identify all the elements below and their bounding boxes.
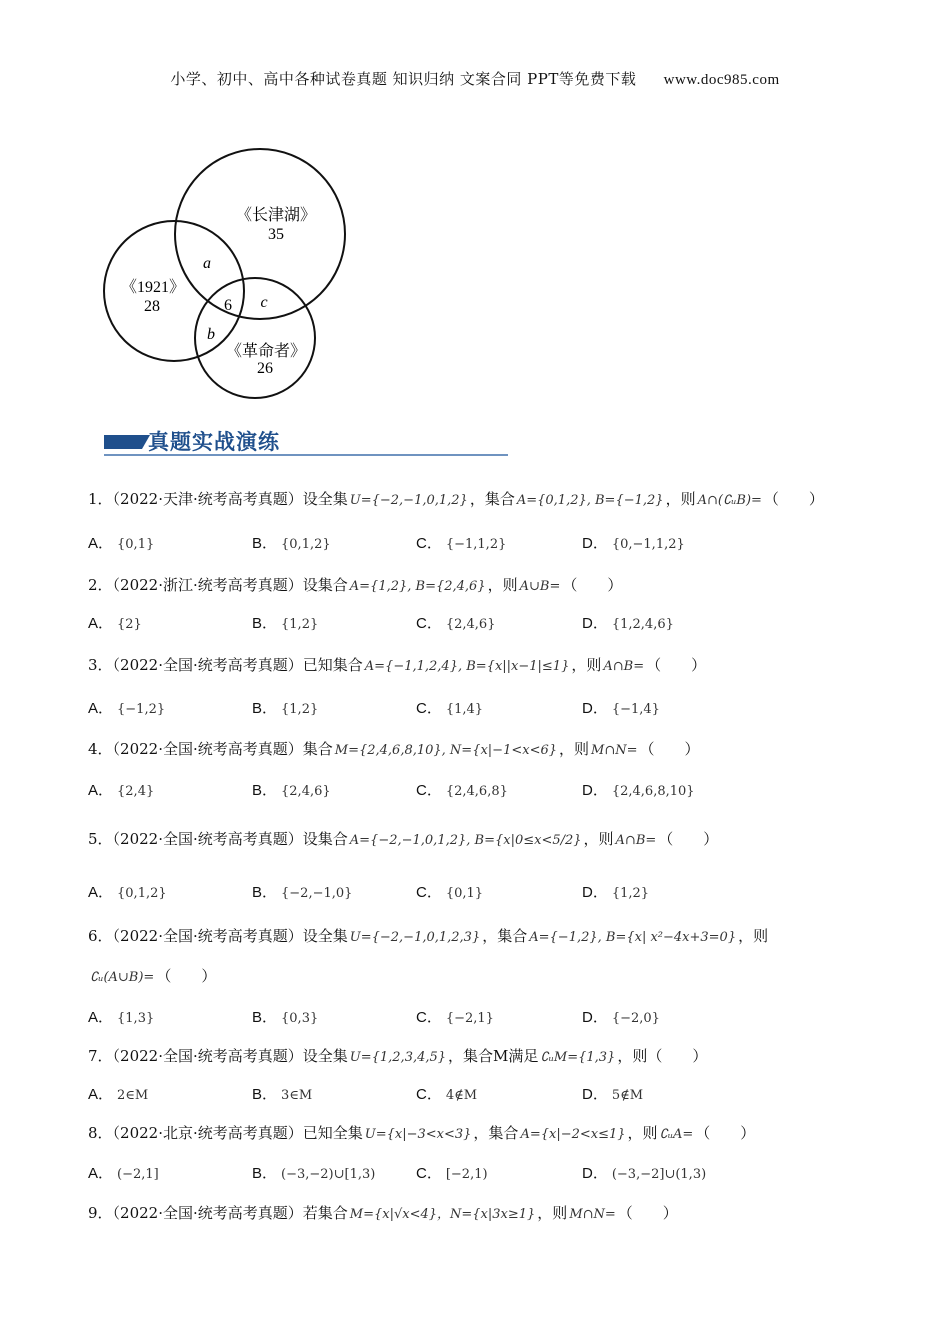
q8-option-a[interactable]: A． (−2,1] xyxy=(88,1165,159,1182)
q6-option-c[interactable]: C． {−2,1} xyxy=(416,1009,494,1026)
venn-label-c: c xyxy=(260,294,268,311)
q7-stem-2: ，集合M满足 xyxy=(448,1047,539,1065)
q8-stem-4: （ ） xyxy=(695,1124,756,1142)
q9-stem-2: ，则 xyxy=(537,1204,568,1222)
question-6-line-2 xyxy=(88,965,216,986)
q4-option-c[interactable]: C． {2,4,6,8} xyxy=(416,782,508,799)
section-title: 真题实战演练 xyxy=(148,430,280,454)
q6-stem-3: ，则 xyxy=(738,927,769,945)
q3-stem-2: ，则 xyxy=(571,656,602,674)
q5-stem: 5．（2022·全国·统考高考真题）设集合 xyxy=(88,830,348,848)
q2-stem: 2．（2022·浙江·统考高考真题）设集合 xyxy=(88,576,348,594)
q3-stem-3: （ ） xyxy=(646,656,707,674)
venn-c3-value: 26 xyxy=(257,360,273,377)
q4-stem-3: （ ） xyxy=(639,740,700,758)
q5-option-c[interactable]: C． {0,1} xyxy=(416,884,484,901)
q8-math-1: U={x|−3<x<3} xyxy=(364,1127,472,1142)
question-4 xyxy=(88,738,700,759)
q9-math-2: M∩N= xyxy=(569,1207,616,1222)
question-8 xyxy=(88,1122,755,1143)
q5-stem-3: （ ） xyxy=(658,830,719,848)
venn-label-a: a xyxy=(203,255,211,272)
q3-option-d[interactable]: D． {−1,4} xyxy=(582,700,660,717)
venn-c2-name: 《1921》 xyxy=(120,279,186,296)
q8-option-b[interactable]: B． (−3,−2)∪[1,3) xyxy=(252,1165,376,1182)
q5-stem-2: ，则 xyxy=(583,830,614,848)
q1-option-a[interactable]: A． {0,1} xyxy=(88,535,155,552)
q5-option-d[interactable]: D． {1,2} xyxy=(582,884,650,901)
question-5 xyxy=(88,828,718,849)
q8-stem-2: ，集合 xyxy=(473,1124,519,1142)
venn-label-b: b xyxy=(207,326,215,343)
q6-stem-2: ，集合 xyxy=(482,927,528,945)
q1-math-2: A={0,1,2}, B={−1,2} xyxy=(516,493,664,508)
q7-math-1: U={1,2,3,4,5} xyxy=(349,1050,447,1065)
q8-math-2: A={x|−2<x≤1} xyxy=(520,1127,626,1142)
q6-stem-4: （ ） xyxy=(156,967,217,985)
venn-diagram xyxy=(90,148,360,408)
q1-option-c[interactable]: C． {−1,1,2} xyxy=(416,535,507,552)
section-header xyxy=(104,426,508,456)
q3-math-2: A∩B= xyxy=(603,659,645,674)
q9-math-1: M={x|√x<4}，N={x|3x≥1} xyxy=(349,1207,536,1222)
q6-option-b[interactable]: B． {0,3} xyxy=(252,1009,319,1026)
section-bar xyxy=(104,435,142,449)
q2-option-c[interactable]: C． {2,4,6} xyxy=(416,615,496,632)
question-7 xyxy=(88,1045,707,1066)
q9-stem-3: （ ） xyxy=(617,1204,678,1222)
page-header xyxy=(0,68,950,89)
q7-math-2: ∁ᵤM={1,3} xyxy=(540,1050,616,1065)
q1-option-b[interactable]: B． {0,1,2} xyxy=(252,535,331,552)
q6-math-1: U={−2,−1,0,1,2,3} xyxy=(349,930,481,945)
q4-stem: 4．（2022·全国·统考高考真题）集合 xyxy=(88,740,333,758)
header-url[interactable]: www.doc985.com xyxy=(663,72,780,88)
venn-c2-value: 28 xyxy=(144,298,160,315)
q8-stem-3: ，则 xyxy=(627,1124,658,1142)
question-2 xyxy=(88,574,622,595)
q4-option-b[interactable]: B． {2,4,6} xyxy=(252,782,331,799)
q7-option-c[interactable]: C． 4∉M xyxy=(416,1086,478,1103)
q7-stem-3: ，则（ ） xyxy=(617,1047,708,1065)
q2-stem-2: ，则 xyxy=(487,576,518,594)
q2-math-1: A={1,2}, B={2,4,6} xyxy=(349,579,486,594)
q1-stem-4: （ ） xyxy=(763,490,824,508)
q3-math-1: A={−1,1,2,4}, B={x||x−1|≤1} xyxy=(364,659,570,674)
q2-stem-3: （ ） xyxy=(562,576,623,594)
q5-math-1: A={−2,−1,0,1,2}, B={x|0≤x<5/2} xyxy=(349,833,582,848)
question-1 xyxy=(88,488,824,509)
q6-option-a[interactable]: A． {1,3} xyxy=(88,1009,155,1026)
q7-option-b[interactable]: B． 3∈M xyxy=(252,1086,313,1103)
q8-option-c[interactable]: C． [−2,1) xyxy=(416,1165,488,1182)
q7-option-a[interactable]: A． 2∈M xyxy=(88,1086,149,1103)
q4-math-1: M={2,4,6,8,10}, N={x|−1<x<6} xyxy=(334,743,558,758)
q2-option-b[interactable]: B． {1,2} xyxy=(252,615,319,632)
q3-option-b[interactable]: B． {1,2} xyxy=(252,700,319,717)
q8-option-d[interactable]: D． (−3,−2]∪(1,3) xyxy=(582,1165,707,1182)
q5-math-2: A∩B= xyxy=(615,833,657,848)
venn-c1-name: 《长津湖》 xyxy=(235,207,317,224)
q2-math-2: A∪B= xyxy=(519,579,561,594)
section-underline xyxy=(104,454,508,456)
q1-math-3: A∩(∁ᵤB)= xyxy=(697,493,762,508)
q2-option-d[interactable]: D． {1,2,4,6} xyxy=(582,615,674,632)
q3-option-c[interactable]: C． {1,4} xyxy=(416,700,484,717)
question-6 xyxy=(88,925,768,946)
q5-option-a[interactable]: A． {0,1,2} xyxy=(88,884,167,901)
q1-stem: 1．（2022·天津·统考高考真题）设全集 xyxy=(88,490,348,508)
question-9 xyxy=(88,1202,678,1223)
venn-label-center: 6 xyxy=(224,297,232,314)
q1-stem-3: ，则 xyxy=(665,490,696,508)
q6-option-d[interactable]: D． {−2,0} xyxy=(582,1009,660,1026)
q5-option-b[interactable]: B． {−2,−1,0} xyxy=(252,884,353,901)
q1-math-1: U={−2,−1,0,1,2} xyxy=(349,493,468,508)
venn-c1-value: 35 xyxy=(268,226,284,243)
q1-stem-2: ，集合 xyxy=(469,490,515,508)
q8-math-3: ∁ᵤA= xyxy=(659,1127,694,1142)
header-text: 小学、初中、高中各种试卷真题 知识归纳 文案合同 PPT等免费下载 xyxy=(170,70,637,88)
venn-c3-name: 《革命者》 xyxy=(225,343,307,360)
q4-math-2: M∩N= xyxy=(591,743,638,758)
q4-option-a[interactable]: A． {2,4} xyxy=(88,782,155,799)
q4-option-d[interactable]: D． {2,4,6,8,10} xyxy=(582,782,695,799)
q8-stem: 8．（2022·北京·统考高考真题）已知全集 xyxy=(88,1124,363,1142)
q4-stem-2: ，则 xyxy=(559,740,590,758)
q6-math-2: A={−1,2}, B={x| x²−4x+3=0} xyxy=(529,930,737,945)
q2-option-a[interactable]: A． {2} xyxy=(88,615,142,632)
q6-stem: 6．（2022·全国·统考高考真题）设全集 xyxy=(88,927,348,945)
q1-option-d[interactable]: D． {0,−1,1,2} xyxy=(582,535,685,552)
q3-stem: 3．（2022·全国·统考高考真题）已知集合 xyxy=(88,656,363,674)
q7-stem: 7．（2022·全国·统考高考真题）设全集 xyxy=(88,1047,348,1065)
q7-option-d[interactable]: D． 5∉M xyxy=(582,1086,644,1103)
q6-math-3: ∁ᵤ(A∪B)= xyxy=(90,970,155,985)
question-3 xyxy=(88,654,706,675)
q3-option-a[interactable]: A． {−1,2} xyxy=(88,700,166,717)
q9-stem: 9．（2022·全国·统考高考真题）若集合 xyxy=(88,1204,348,1222)
